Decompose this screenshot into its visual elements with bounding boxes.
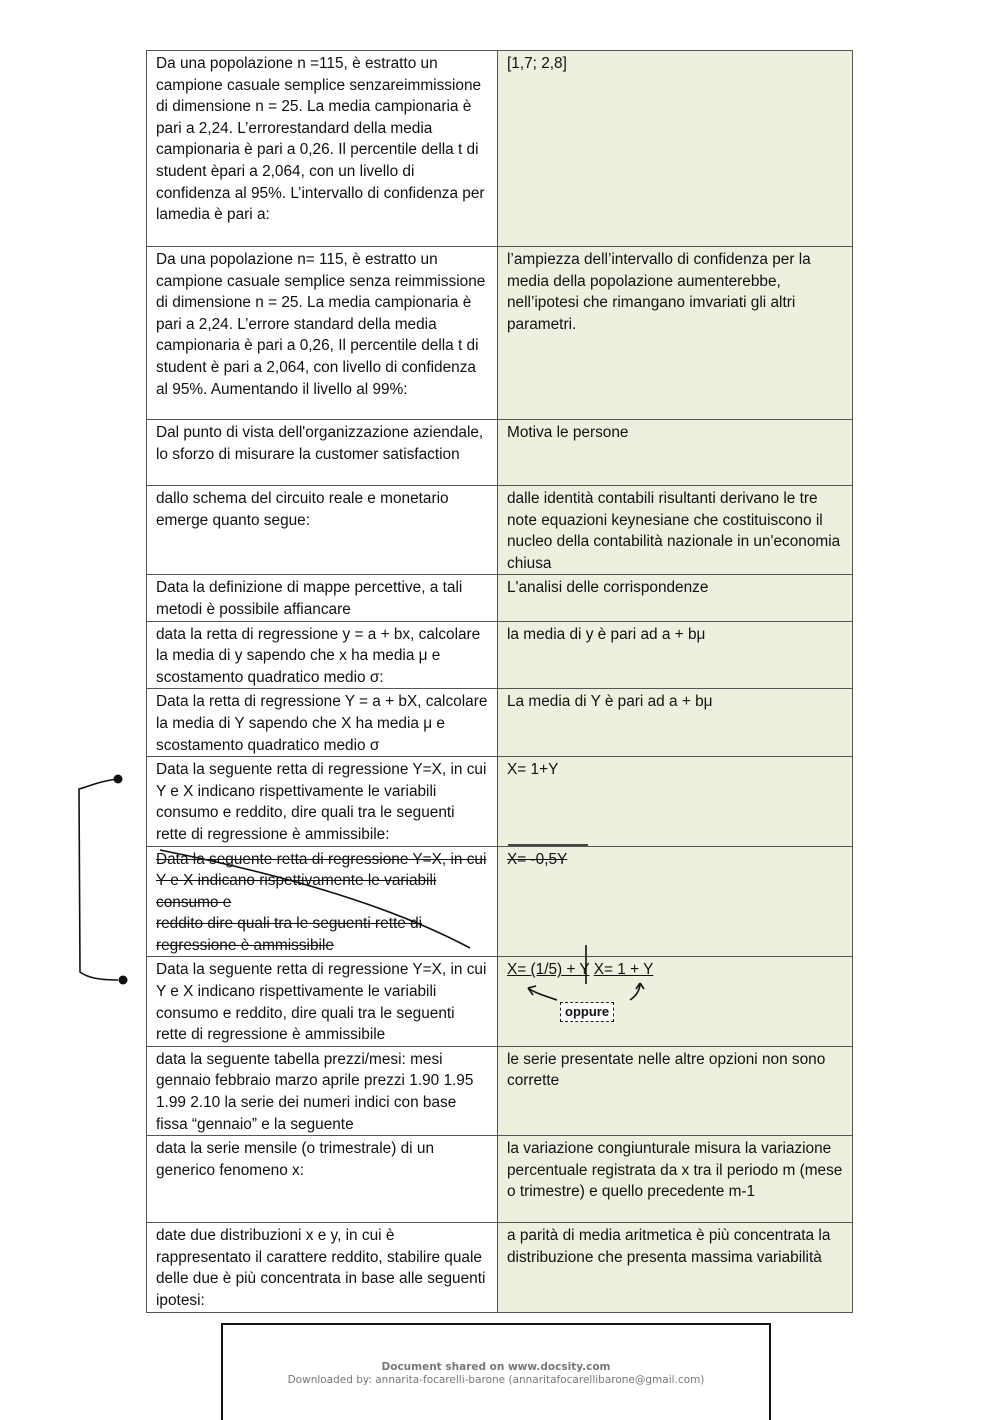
footer-shared-text: Document shared on www.docsity.com: [381, 1361, 611, 1373]
qa-table: [146, 50, 853, 1313]
answer-cell: le serie presentate nelle altre opzioni non sono corrette: [498, 1046, 853, 1135]
question-cell: data la serie mensile (o trimestrale) di un generico fenomeno x:: [147, 1136, 498, 1223]
table-row: [147, 1136, 853, 1223]
question-cell: dallo schema del circuito reale e monetario emerge quanto segue:: [147, 486, 498, 575]
struck-question-part-2: reddito dire quali tra le seguenti rette di regressione è ammissibile: [156, 915, 423, 954]
table-row: [147, 957, 853, 1046]
answer-option-left: X= (1/5) + Y: [507, 961, 590, 979]
question-cell: Data la retta di regressione Y = a + bX, calcolare la media di Y sapendo che X ha media μ e scostamento quadratico medio σ: [147, 689, 498, 757]
answer-cell: X= 1+Y: [498, 757, 853, 846]
table-row: [147, 486, 853, 575]
question-cell: Da una popolazione n= 115, è estratto un campione casuale semplice senza reimmissione di dimensione n = 25. La media campionaria è pari a 2,24. L’errore standard della media campionaria è pari a 0,26, Il percentile della t di student è pari a 2,064, con livello di confidenza al 95%. Aumentando il livello al 99%:: [147, 247, 498, 420]
question-cell: date due distribuzioni x e y, in cui è rappresentato il carattere reddito, stabilire quale delle due è più concentrata in base alle seguenti ipotesi:: [147, 1223, 498, 1312]
question-cell: data la seguente tabella prezzi/mesi: mesi gennaio febbraio marzo aprile prezzi 1.90 1.95 1.99 2.10 la serie dei numeri indici con base fissa “gennaio” e la seguente: [147, 1046, 498, 1135]
answer-cell: l’ampiezza dell’intervallo di confidenza per la media della popolazione aumenterebbe, nell’ipotesi che rimangano imvariati gli altri parametri.: [498, 247, 853, 420]
table-row: [147, 420, 853, 486]
question-cell: Da una popolazione n =115, è estratto un campione casuale semplice senzareimmissione di dimensione n = 25. La media campionaria è pari a 2,24. L’errorestandard della media campionaria è pari a 0,26. Il percentile della t di student èpari a 2,064, con un livello di confidenza al 95%. L’intervallo di confidenza per lamedia è pari a:: [147, 51, 498, 247]
footer-download-text: Downloaded by: annarita-focarelli-barone (annaritafocarellibarone@gmail.com): [287, 1374, 705, 1386]
question-cell: Data la seguente retta di regressione Y=X, in cui Y e X indicano rispettivamente le variabili consumo e reddito, dire quali tra le seguenti rette di regressione è ammissibile: [147, 957, 498, 1046]
answer-cell: L'analisi delle corrispondenze: [498, 575, 853, 621]
question-cell: data la retta di regressione y = a + bx, calcolare la media di y sapendo che x ha media μ e scostamento quadratico medio σ:: [147, 621, 498, 689]
struck-answer: X= -0,5Y: [507, 850, 568, 868]
answer-cell: La media di Y è pari ad a + bμ: [498, 689, 853, 757]
question-cell-struck: [147, 846, 498, 957]
docsity-footer: [221, 1323, 771, 1420]
answer-cell: la media di y è pari ad a + bμ: [498, 621, 853, 689]
table-row: [147, 51, 853, 247]
answer-cell-handwritten: [498, 957, 853, 1046]
answer-option-right: X= 1 + Y: [593, 961, 654, 979]
table-row-struck: [147, 846, 853, 957]
table-row: [147, 575, 853, 621]
answer-cell: dalle identità contabili risultanti derivano le tre note equazioni keynesiane che costituiscono il nucleo della contabilità nazionale in un'economia chiusa: [498, 486, 853, 575]
table-row: [147, 1046, 853, 1135]
question-cell: Data la definizione di mappe percettive, a tali metodi è possibile affiancare: [147, 575, 498, 621]
question-cell: Data la seguente retta di regressione Y=X, in cui Y e X indicano rispettivamente le variabili consumo e reddito, dire quali tra le seguenti rette di regressione è ammissibile:: [147, 757, 498, 846]
left-bracket-annotation: [79, 775, 128, 985]
answer-cell-struck: [498, 846, 853, 957]
answer-cell: [1,7; 2,8]: [498, 51, 853, 247]
table-row: [147, 757, 853, 846]
table-row: [147, 621, 853, 689]
struck-question-part-1: Data la seguente retta di regressione Y=X, in cui Y e X indicano rispettivamente le variabili consumo e: [156, 850, 487, 911]
answer-cell: Motiva le persone: [498, 420, 853, 486]
answer-cell: a parità di media aritmetica è più concentrata la distribuzione che presenta massima variabilità: [498, 1223, 853, 1312]
table-row: [147, 247, 853, 420]
table-row: [147, 689, 853, 757]
question-cell: Dal punto di vista dell'organizzazione aziendale, lo sforzo di misurare la customer satisfaction: [147, 420, 498, 486]
oppure-note: oppure: [560, 1002, 614, 1022]
table-row: [147, 1223, 853, 1312]
answer-cell: la variazione congiunturale misura la variazione percentuale registrata da x tra il periodo m (mese o trimestre) e quello precedente m-1: [498, 1136, 853, 1223]
